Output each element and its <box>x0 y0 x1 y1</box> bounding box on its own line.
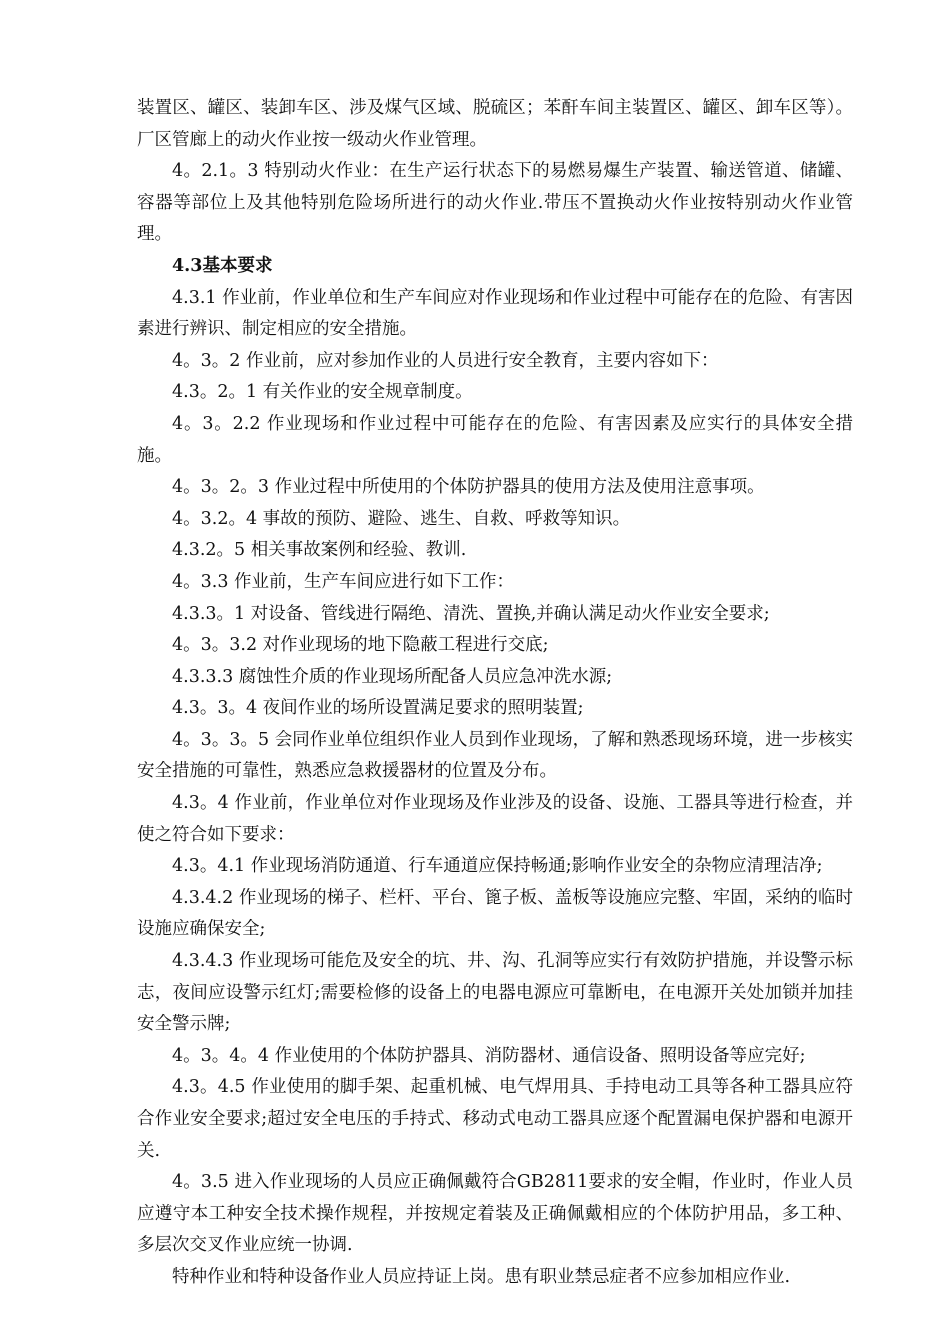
paragraph: 4。3。2.2 作业现场和作业过程中可能存在的危险、有害因素及应实行的具体安全措施。 <box>137 413 853 466</box>
paragraph: 4.3.4.2 作业现场的梯子、栏杆、平台、篦子板、盖板等设施应完整、牢固，采纳的临时设施应确保安全; <box>137 887 853 940</box>
document-body <box>137 93 853 1294</box>
paragraph: 4。3。2。3 作业过程中所使用的个体防护器具的使用方法及使用注意事项。 <box>172 477 765 498</box>
paragraph: 4.3。4.1 作业现场消防通道、行车通道应保持畅通;影响作业安全的杂物应清理洁净; <box>172 856 823 877</box>
paragraph: 4.3。4 作业前，作业单位对作业现场及作业涉及的设备、设施、工器具等进行检查，并使之符合如下要求： <box>137 793 853 845</box>
paragraph: 特种作业和特种设备作业人员应持证上岗。患有职业禁忌症者不应参加相应作业. <box>172 1266 791 1287</box>
section-heading: 4.3基本要求 <box>172 255 273 276</box>
paragraph: 4.3.2。5 相关事故案例和经验、教训. <box>172 540 467 561</box>
paragraph: 4.3.1 作业前，作业单位和生产车间应对作业现场和作业过程中可能存在的危险、有害因素进行辨识、制定相应的安全措施。 <box>137 287 853 340</box>
paragraph: 4。2.1。3 特别动火作业：在生产运行状态下的易燃易爆生产装置、输送管道、储罐、容器等部位上及其他特别危险场所进行的动火作业.带压不置换动火作业按特别动火作业管理。 <box>137 161 853 245</box>
paragraph: 4。3。4。4 作业使用的个体防护器具、消防器材、通信设备、照明设备等应完好; <box>172 1045 806 1066</box>
paragraph: 4.3。3。4 夜间作业的场所设置满足要求的照明装置; <box>172 698 584 719</box>
paragraph: 4。3。3.2 对作业现场的地下隐蔽工程进行交底; <box>172 635 549 656</box>
paragraph: 4.3.3.3 腐蚀性介质的作业现场所配备人员应急冲洗水源; <box>172 666 613 687</box>
paragraph: 4.3.3。1 对设备、管线进行隔绝、清洗、置换,并确认满足动火作业安全要求; <box>172 603 770 624</box>
paragraph: 4。3.5 进入作业现场的人员应正确佩戴符合GB2811要求的安全帽，作业时，作业人员应遵守本工种安全技术操作规程，并按规定着装及正确佩戴相应的个体防护用品，多工种、多层次交叉作业应统一协调. <box>137 1172 853 1256</box>
paragraph: 4。3。3。5 会同作业单位组织作业人员到作业现场，了解和熟悉现场环境，进一步核实安全措施的可靠性，熟悉应急救援器材的位置及分布。 <box>137 729 853 782</box>
paragraph: 4。3.2。4 事故的预防、避险、逃生、自救、呼救等知识。 <box>172 508 631 529</box>
paragraph: 4.3。2。1 有关作业的安全规章制度。 <box>172 382 473 403</box>
paragraph: 4.3。4.5 作业使用的脚手架、起重机械、电气焊用具、手持电动工具等各种工器具应符合作业安全要求;超过安全电压的手持式、移动式电动工器具应逐个配置漏电保护器和电源开关. <box>137 1077 853 1161</box>
paragraph: 装置区、罐区、装卸车区、涉及煤气区域、脱硫区；苯酐车间主装置区、罐区、卸车区等）。厂区管廊上的动火作业按一级动火作业管理。 <box>137 98 853 150</box>
paragraph: 4。3.3 作业前，生产车间应进行如下工作： <box>172 571 515 592</box>
paragraph: 4。3。2 作业前，应对参加作业的人员进行安全教育，主要内容如下： <box>172 350 719 371</box>
paragraph: 4.3.4.3 作业现场可能危及安全的坑、井、沟、孔洞等应实行有效防护措施，并设警示标志，夜间应设警示红灯;需要检修的设备上的电器电源应可靠断电，在电源开关处加锁并加挂安全警示牌; <box>137 951 853 1035</box>
